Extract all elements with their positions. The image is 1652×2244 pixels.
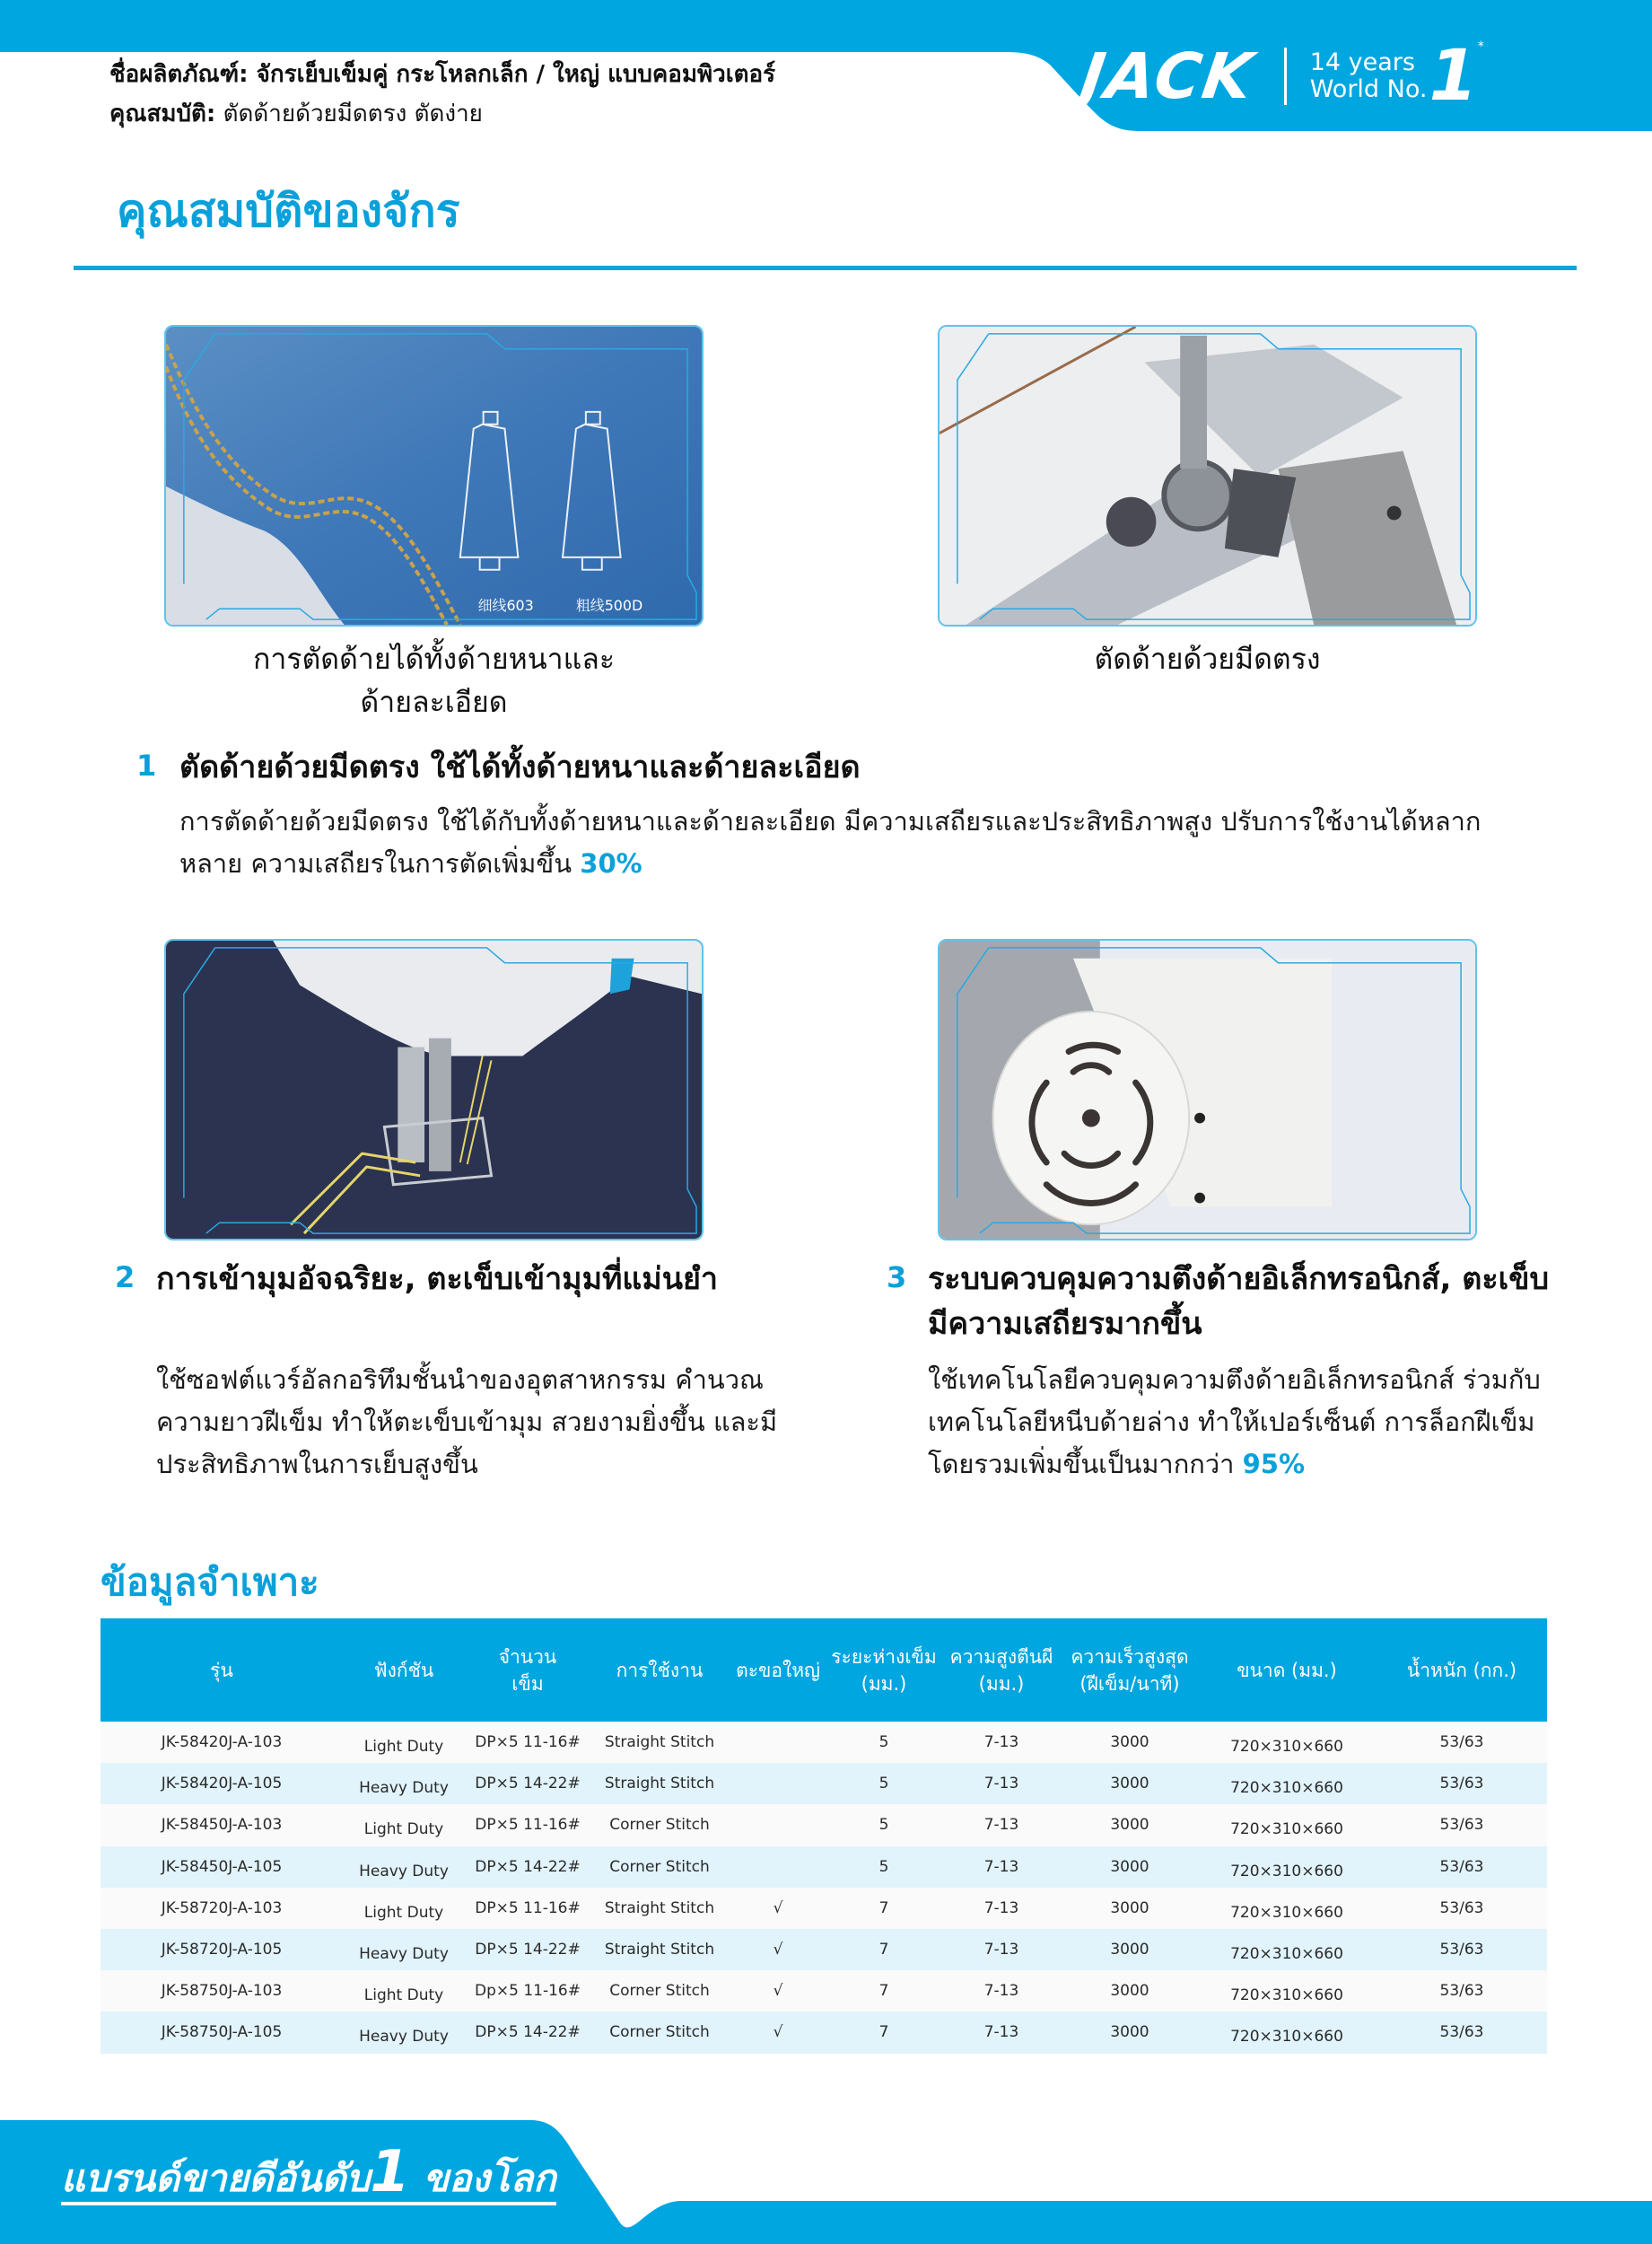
logo-number-one: 1 xyxy=(1429,36,1478,117)
slogan-text-1: แบรนด์ขายดีอันดับ xyxy=(61,2156,371,2200)
spec-cell-needle-gauge: 7 xyxy=(827,1929,940,1970)
spec-header-label: ความเร็วสูงสุด xyxy=(1071,1645,1189,1668)
spec-cell-weight: 53/63 xyxy=(1377,1804,1547,1845)
feature-3-text: ใช้เทคโนโลยีควบคุมความตึงด้ายอิเล็กทรอนิกส์ ร่วมกับเทคโนโลยีหนีบด้ายล่าง ทำให้เปอร์เซ็นต์ การล็อกฝีเข็มโดยรวมเพิ่มขึ้นเป็นมากกว่า xyxy=(928,1364,1541,1479)
spec-header-label: ระยะห่างเข็ม xyxy=(831,1645,937,1668)
spec-cell-presser-lift: 7-13 xyxy=(940,1888,1062,1929)
spec-cell-dimensions: 720×310×660 xyxy=(1197,2012,1377,2053)
section-divider xyxy=(74,266,1577,270)
spec-cell-function: Heavy Duty xyxy=(343,1763,465,1804)
spec-header-cell xyxy=(827,1618,940,1722)
spec-cell-function: Light Duty xyxy=(343,1888,465,1929)
spec-cell-function: Heavy Duty xyxy=(343,1929,465,1970)
spec-cell-max-speed: 3000 xyxy=(1062,1846,1197,1888)
product-feature-label: คุณสมบัติ: xyxy=(109,101,216,127)
spec-cell-max-speed: 3000 xyxy=(1062,2012,1197,2053)
spec-header-label: รุ่น xyxy=(210,1659,233,1681)
spec-cell-needle: DP×5 11-16# xyxy=(465,1722,590,1763)
spec-header-label: จำนวน xyxy=(498,1645,557,1668)
spec-cell-max-speed: 3000 xyxy=(1062,1763,1197,1804)
spec-cell-presser-lift: 7-13 xyxy=(940,1804,1062,1845)
logo-tag-line-1: 14 years xyxy=(1309,48,1415,76)
spec-cell-presser-lift: 7-13 xyxy=(940,1929,1062,1970)
spec-cell-dimensions: 720×310×660 xyxy=(1197,1970,1377,2012)
spec-cell-dimensions: 720×310×660 xyxy=(1197,1804,1377,1845)
logo-divider xyxy=(1284,48,1287,105)
spec-header-label: น้ำหนัก (กก.) xyxy=(1406,1659,1517,1681)
spec-row xyxy=(101,1763,1547,1804)
caption-2-line-1: ตัดด้ายด้วยมีดตรง xyxy=(1094,642,1321,676)
feature-3-body xyxy=(928,1359,1556,1486)
product-name-label: ชื่อผลิตภัณฑ์: xyxy=(109,61,249,88)
feature-1-body xyxy=(179,801,1543,885)
logo-tag-line-2: World No. xyxy=(1309,75,1428,103)
spec-cell-needle: DP×5 14-22# xyxy=(465,1846,590,1888)
spec-header-cell xyxy=(1062,1618,1197,1722)
spec-header-cell xyxy=(729,1618,827,1722)
spec-cell-dimensions: 720×310×660 xyxy=(1197,1888,1377,1929)
spec-header-label: เข็ม xyxy=(511,1672,544,1695)
spec-cell-weight: 53/63 xyxy=(1377,2012,1547,2053)
spec-header-cell xyxy=(465,1618,590,1722)
feature-1-highlight: 30% xyxy=(580,848,642,879)
spec-cell-needle-gauge: 5 xyxy=(827,1804,940,1845)
spec-cell-usage: Straight Stitch xyxy=(590,1722,729,1763)
spec-cell-needle: DP×5 14-22# xyxy=(465,2012,590,2053)
photo-tension-motor xyxy=(938,939,1477,1240)
feature-2-title: การเข้ามุมอัจฉริยะ, ตะเข็บเข้ามุมที่แม่นยำ xyxy=(156,1261,718,1297)
slogan-number: 1 xyxy=(370,2139,410,2205)
feature-1-number: 1 xyxy=(136,749,157,783)
spec-header-cell xyxy=(940,1618,1062,1722)
spec-cell-large-hook xyxy=(729,1846,827,1888)
feature-1-title: ตัดด้ายด้วยมีดตรง ใช้ได้ทั้งด้ายหนาและด้ายละเอียด xyxy=(179,749,861,785)
spec-table xyxy=(101,1618,1547,2054)
jack-logo xyxy=(1076,36,1620,117)
spec-cell-weight: 53/63 xyxy=(1377,1846,1547,1888)
spec-cell-max-speed: 3000 xyxy=(1062,1722,1197,1763)
spec-cell-needle: DP×5 14-22# xyxy=(465,1929,590,1970)
spec-cell-large-hook: √ xyxy=(729,1888,827,1929)
spec-cell-dimensions: 720×310×660 xyxy=(1197,1722,1377,1763)
thin-thread-label: 细线603 xyxy=(477,597,534,615)
spec-cell-usage: Straight Stitch xyxy=(590,1929,729,1970)
spec-cell-model: JK-58420J-A-105 xyxy=(101,1763,343,1804)
spec-row xyxy=(101,1804,1547,1845)
spec-header-cell xyxy=(1197,1618,1377,1722)
spec-cell-presser-lift: 7-13 xyxy=(940,1722,1062,1763)
spec-cell-model: JK-58450J-A-103 xyxy=(101,1804,343,1845)
spec-cell-dimensions: 720×310×660 xyxy=(1197,1846,1377,1888)
spec-cell-needle-gauge: 7 xyxy=(827,1888,940,1929)
spec-cell-usage: Straight Stitch xyxy=(590,1888,729,1929)
feature-3-title: ระบบควบคุมความตึงด้ายอิเล็กทรอนิกส์, ตะเข็บมีความเสถียรมากขึ้น xyxy=(928,1261,1550,1342)
logo-wordmark: JACK xyxy=(1076,39,1259,113)
spec-row xyxy=(101,1970,1547,2012)
spec-cell-needle-gauge: 7 xyxy=(827,2012,940,2053)
spec-row xyxy=(101,1929,1547,1970)
spec-cell-weight: 53/63 xyxy=(1377,1888,1547,1929)
spec-cell-weight: 53/63 xyxy=(1377,1970,1547,2012)
spec-cell-needle: DP×5 11-16# xyxy=(465,1804,590,1845)
spec-row xyxy=(101,1846,1547,1888)
spec-header-label: ฟังก์ชัน xyxy=(373,1659,434,1681)
spec-header-label: ขนาด (มม.) xyxy=(1237,1659,1337,1681)
spec-cell-large-hook: √ xyxy=(729,1929,827,1970)
spec-cell-large-hook xyxy=(729,1763,827,1804)
spec-cell-needle-gauge: 5 xyxy=(827,1722,940,1763)
spec-cell-needle: DP×5 11-16# xyxy=(465,1888,590,1929)
photo-denim-threads xyxy=(164,325,704,627)
tension-motor-image xyxy=(940,941,1475,1239)
spec-cell-model: JK-58750J-A-105 xyxy=(101,2012,343,2053)
spec-cell-max-speed: 3000 xyxy=(1062,1929,1197,1970)
spec-cell-model: JK-58720J-A-105 xyxy=(101,1929,343,1970)
spec-cell-large-hook: √ xyxy=(729,1970,827,2012)
spec-cell-usage: Corner Stitch xyxy=(590,1970,729,2012)
spec-header-cell xyxy=(101,1618,343,1722)
spec-cell-usage: Corner Stitch xyxy=(590,1804,729,1845)
needle-plate-image xyxy=(940,327,1475,625)
spec-cell-large-hook xyxy=(729,1804,827,1845)
spec-cell-needle-gauge: 5 xyxy=(827,1846,940,1888)
feature-3-highlight: 95% xyxy=(1242,1449,1306,1479)
spec-cell-presser-lift: 7-13 xyxy=(940,2012,1062,2053)
feature-3-number: 3 xyxy=(887,1260,907,1294)
spec-cell-max-speed: 3000 xyxy=(1062,1804,1197,1845)
spec-cell-function: Light Duty xyxy=(343,1722,465,1763)
photo-corner-stitch xyxy=(164,939,704,1240)
denim-image xyxy=(166,327,702,625)
footer-slogan xyxy=(61,2139,556,2205)
feature-1-text: การตัดด้ายด้วยมีดตรง ใช้ได้กับทั้งด้ายหนาและด้ายละเอียด มีความเสถียรและประสิทธิภาพสูง ปรับการใช้งานได้หลากหลาย ความเสถียรในการตัดเพิ่มขึ้น xyxy=(179,806,1482,879)
spec-title: ข้อมูลจำเพาะ xyxy=(101,1560,319,1604)
product-feature-line xyxy=(109,99,483,129)
photo-needle-plate xyxy=(938,325,1477,627)
spec-cell-model: JK-58750J-A-103 xyxy=(101,1970,343,2012)
spec-row xyxy=(101,1722,1547,1763)
spec-cell-presser-lift: 7-13 xyxy=(940,1846,1062,1888)
caption-1-line-1: การตัดด้ายได้ทั้งด้ายหนาและ xyxy=(252,642,616,676)
spec-cell-dimensions: 720×310×660 xyxy=(1197,1763,1377,1804)
spec-cell-model: JK-58720J-A-103 xyxy=(101,1888,343,1929)
spec-header-label: (มม.) xyxy=(978,1672,1025,1695)
spec-cell-usage: Corner Stitch xyxy=(590,1846,729,1888)
spec-header-cell xyxy=(590,1618,729,1722)
spec-cell-function: Light Duty xyxy=(343,1804,465,1845)
photo-caption-2 xyxy=(938,637,1477,680)
spec-cell-needle: DP×5 14-22# xyxy=(465,1763,590,1804)
corner-stitch-image xyxy=(166,941,702,1239)
spec-cell-presser-lift: 7-13 xyxy=(940,1970,1062,2012)
spec-cell-model: JK-58420J-A-103 xyxy=(101,1722,343,1763)
spec-header-label: ตะขอใหญ่ xyxy=(736,1659,820,1681)
spec-row xyxy=(101,1888,1547,1929)
spec-cell-max-speed: 3000 xyxy=(1062,1970,1197,2012)
spec-table-body xyxy=(101,1722,1547,2054)
spec-row xyxy=(101,2012,1547,2053)
spec-cell-needle-gauge: 7 xyxy=(827,1970,940,2012)
caption-1-line-2: ด้ายละเอียด xyxy=(360,685,508,719)
feature-2-number: 2 xyxy=(115,1260,135,1294)
spec-cell-usage: Corner Stitch xyxy=(590,2012,729,2053)
logo-asterisk: * xyxy=(1477,39,1484,54)
spec-cell-dimensions: 720×310×660 xyxy=(1197,1929,1377,1970)
spec-cell-weight: 53/63 xyxy=(1377,1763,1547,1804)
spec-header-label: (ฝีเข็ม/นาที) xyxy=(1079,1672,1180,1695)
section-title: คุณสมบัติของจักร xyxy=(117,185,460,237)
slogan-text-2: ของโลก xyxy=(423,2156,556,2200)
spec-cell-function: Light Duty xyxy=(343,1970,465,2012)
spec-header-cell xyxy=(343,1618,465,1722)
spec-cell-model: JK-58450J-A-105 xyxy=(101,1846,343,1888)
spec-cell-weight: 53/63 xyxy=(1377,1722,1547,1763)
spec-cell-needle: Dp×5 11-16# xyxy=(465,1970,590,2012)
product-name-value: จักรเย็บเข็มคู่ กระโหลกเล็ก / ใหญ่ แบบคอมพิวเตอร์ xyxy=(256,61,776,88)
spec-cell-presser-lift: 7-13 xyxy=(940,1763,1062,1804)
spec-cell-large-hook xyxy=(729,1722,827,1763)
thick-thread-label: 粗线500D xyxy=(575,597,643,615)
spec-cell-large-hook: √ xyxy=(729,2012,827,2053)
photo-caption-1 xyxy=(164,637,704,723)
spec-header-label: (มม.) xyxy=(861,1672,907,1695)
spec-cell-function: Heavy Duty xyxy=(343,1846,465,1888)
spec-header-row xyxy=(101,1618,1547,1722)
product-name-line xyxy=(109,59,775,90)
spec-header-label: การใช้งาน xyxy=(616,1659,704,1681)
spec-cell-max-speed: 3000 xyxy=(1062,1888,1197,1929)
spec-cell-function: Heavy Duty xyxy=(343,2012,465,2053)
spec-header-label: ความสูงตีนผี xyxy=(949,1645,1053,1668)
spec-cell-weight: 53/63 xyxy=(1377,1929,1547,1970)
feature-2-body: ใช้ซอฟต์แวร์อัลกอริทึมชั้นนำของอุตสาหกรรม คำนวณความยาวฝีเข็ม ทำให้ตะเข็บเข้ามุม สวยงามยิ่งขึ้น และมีประสิทธิภาพในการเย็บสูงขึ้น xyxy=(156,1364,778,1479)
spec-cell-usage: Straight Stitch xyxy=(590,1763,729,1804)
logo-tagline xyxy=(1310,49,1428,103)
spec-cell-needle-gauge: 5 xyxy=(827,1763,940,1804)
product-feature-value: ตัดด้ายด้วยมีดตรง ตัดง่าย xyxy=(223,101,483,127)
spec-header-cell xyxy=(1377,1618,1547,1722)
